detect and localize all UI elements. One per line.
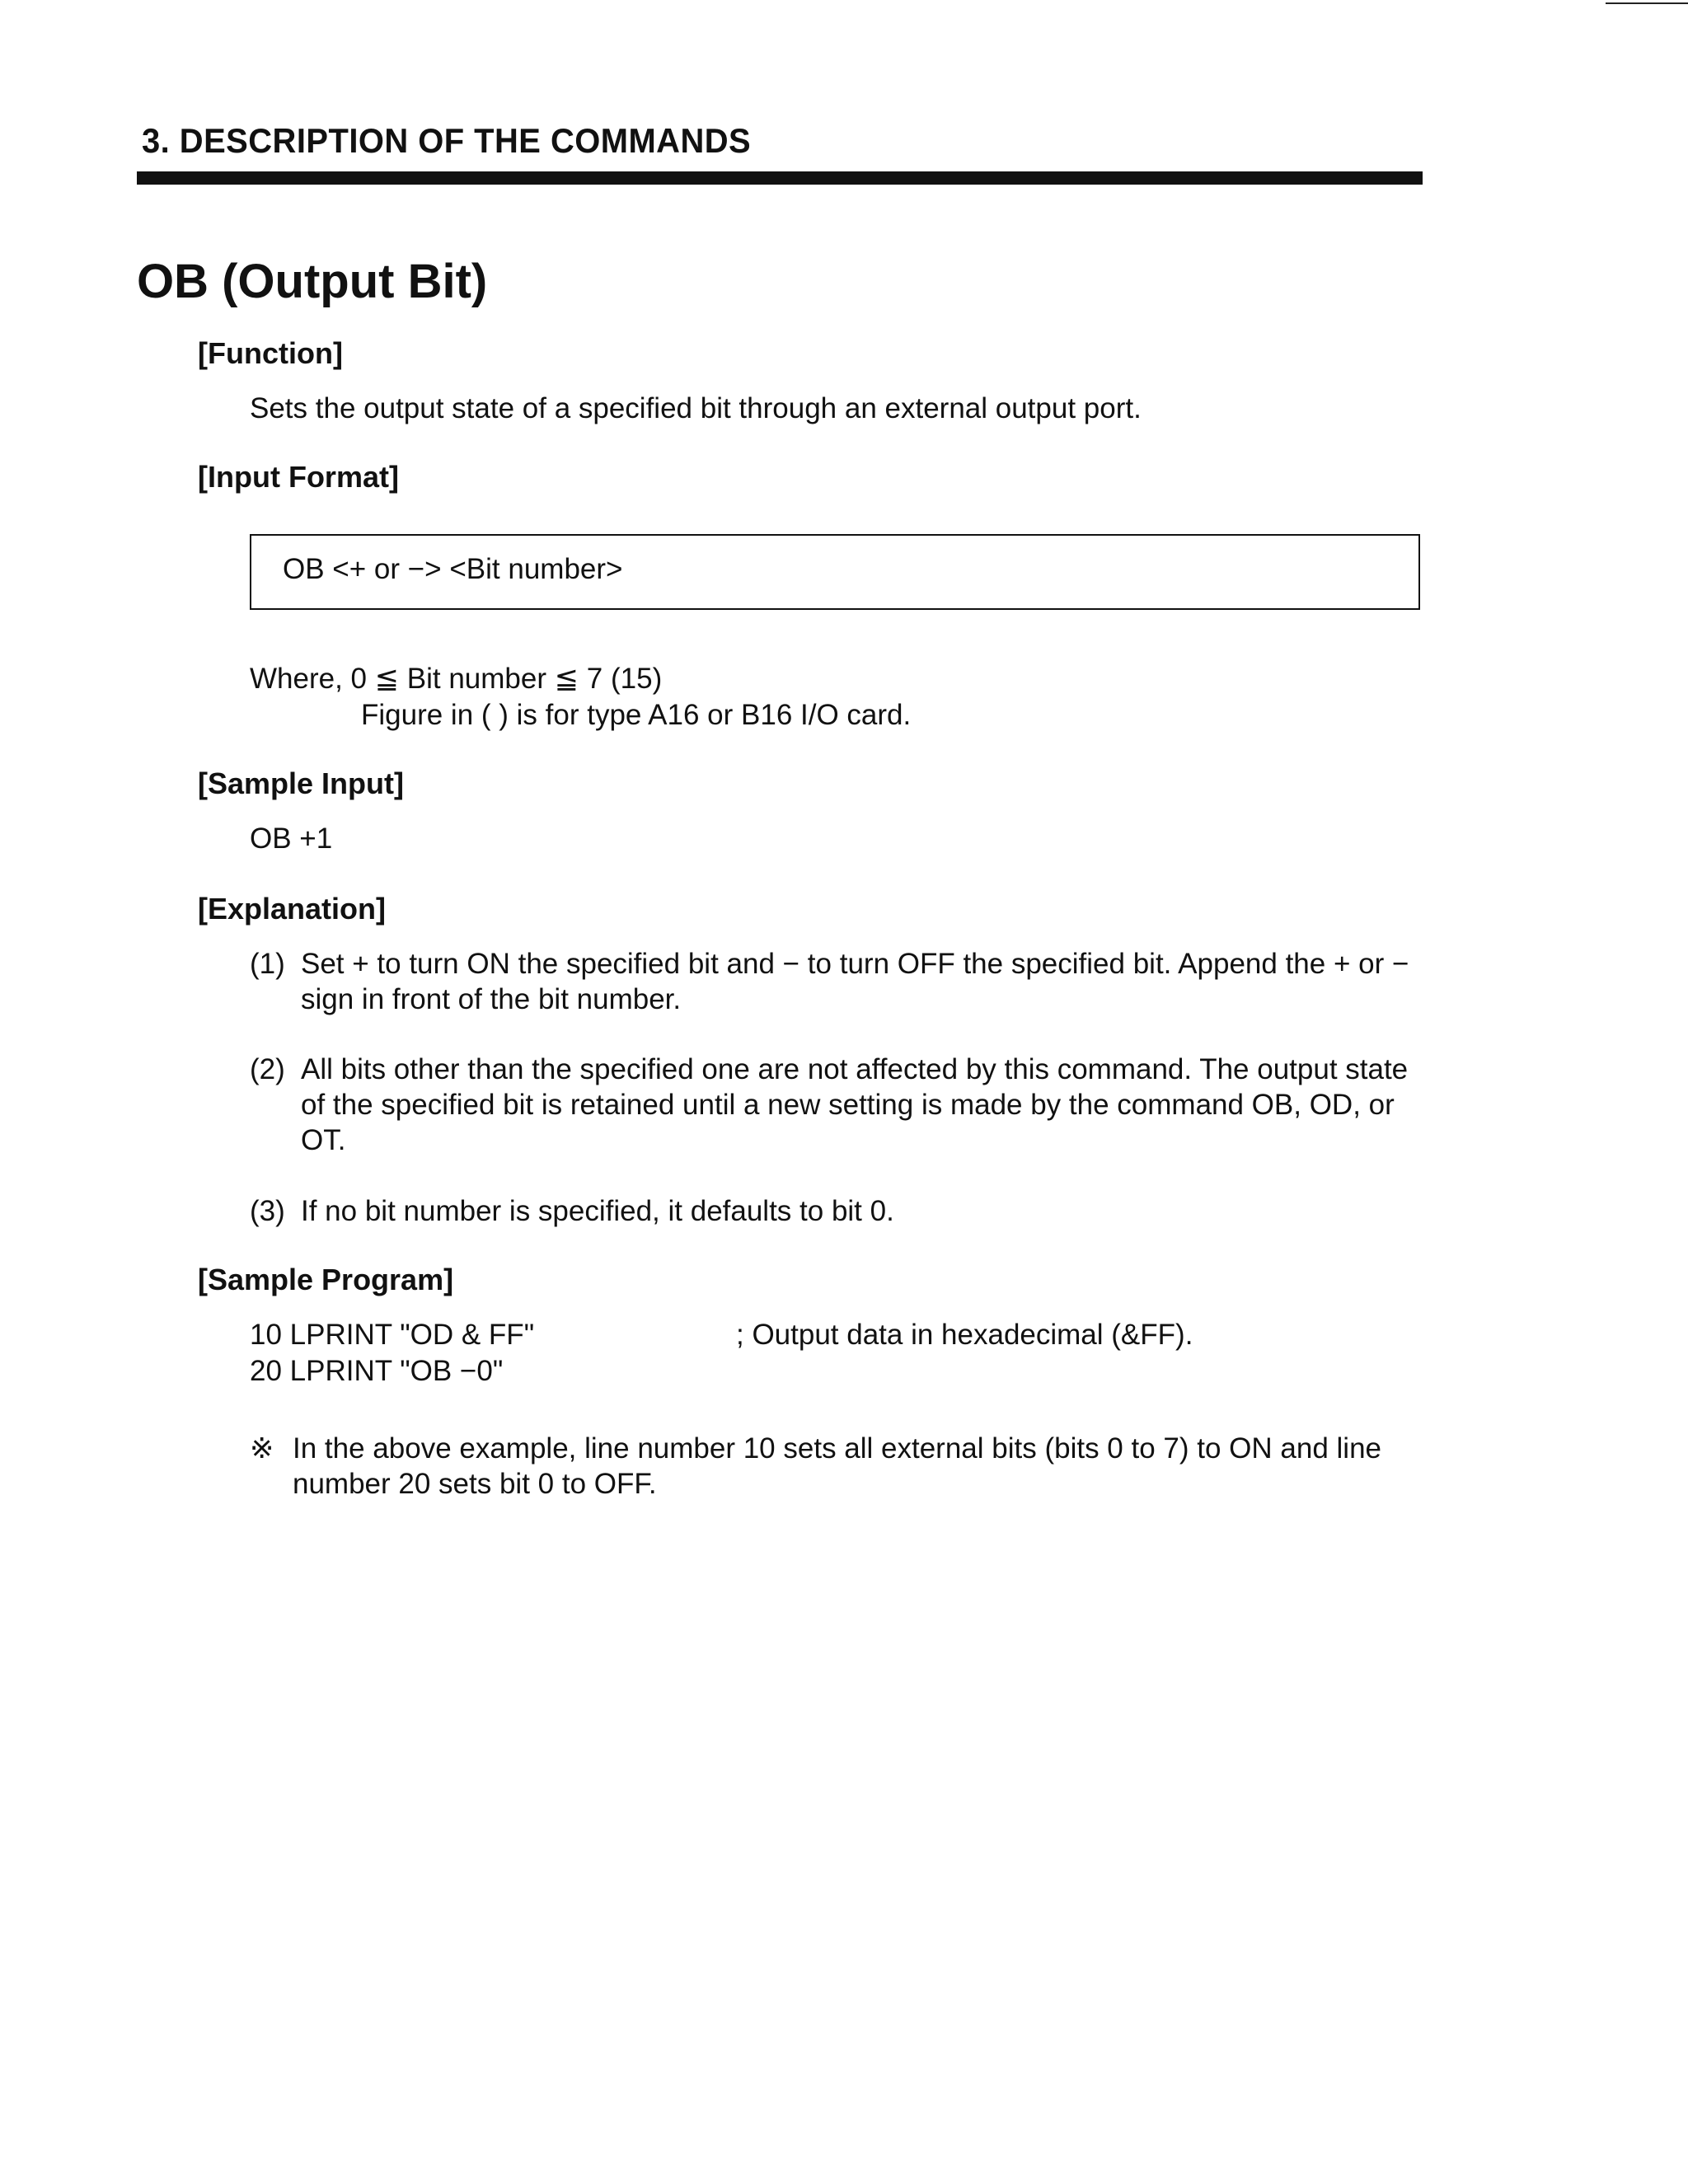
program-note-text: In the above example, line number 10 sets all external bits (bits 0 to 7) to ON and line number 20 sets bit 0 to OFF. (293, 1432, 1381, 1500)
top-edge-rule (1606, 2, 1688, 4)
program-line-code: 20 LPRINT "OB −0" (250, 1355, 504, 1387)
sample-input-text: OB +1 (250, 823, 333, 855)
figure-note: Figure in ( ) is for type A16 or B16 I/O card. (361, 699, 912, 731)
program-line-comment: ; Output data in hexadecimal (&FF). (736, 1319, 1193, 1351)
where-line: Where, 0 ≦ Bit number ≦ 7 (15) (250, 663, 663, 695)
input-format-syntax: OB <+ or −> <Bit number> (283, 553, 623, 585)
section-divider (137, 171, 1423, 185)
explanation-item-text: Set + to turn ON the specified bit and − to turn OFF the specified bit. Append the + or − sign in front of the bit number. (301, 948, 1409, 1015)
section-title: 3. DESCRIPTION OF THE COMMANDS (142, 121, 752, 160)
explanation-item-number: (1) (250, 948, 285, 980)
reference-mark-icon: ※ (250, 1432, 274, 1465)
sample-input-heading: [Sample Input] (198, 766, 404, 800)
explanation-heading: [Explanation] (198, 892, 387, 926)
command-title: OB (Output Bit) (137, 255, 488, 308)
function-text: Sets the output state of a specified bit through an external output port. (250, 392, 1142, 424)
explanation-item-number: (3) (250, 1195, 285, 1227)
explanation-item (250, 1052, 1424, 1158)
sample-program-heading: [Sample Program] (198, 1263, 454, 1296)
program-line-code: 10 LPRINT "OD & FF" (250, 1319, 535, 1351)
explanation-item (250, 946, 1424, 1017)
explanation-item-text: All bits other than the specified one are not affected by this command. The output state of the specified bit is retained until a new setting is made by the command OB, OD, or OT. (301, 1053, 1409, 1156)
function-heading: [Function] (198, 336, 343, 370)
explanation-item-text: If no bit number is specified, it defaults to bit 0. (301, 1195, 894, 1227)
explanation-item-number: (2) (250, 1053, 285, 1085)
explanation-item (250, 1193, 1424, 1229)
input-format-box (250, 534, 1420, 610)
program-note (250, 1431, 1424, 1502)
input-format-heading: [Input Format] (198, 460, 399, 494)
